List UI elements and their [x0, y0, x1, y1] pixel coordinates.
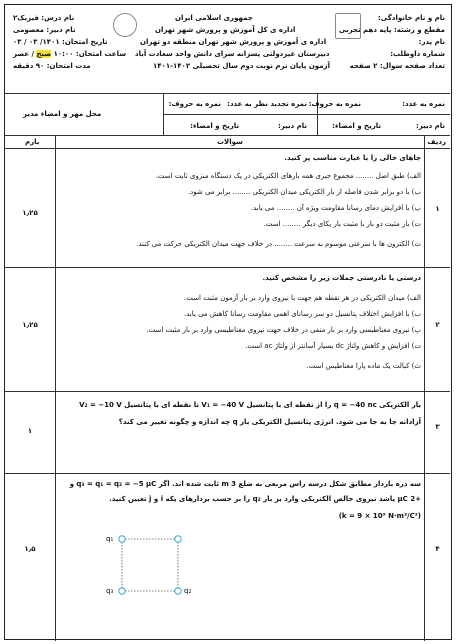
question-2-bottom — [5, 391, 450, 392]
question-1-number: ۱ — [435, 205, 440, 213]
question-3-line-1: بار الکتریکی q = −40 nc را از نقطه ای با پتانسیل V₁ = −40 V تا نقطه ای با پتانسیل V₂ = −10 V — [79, 401, 421, 409]
question-4-score: ۱٫۵ — [24, 545, 36, 553]
exam-page — [4, 4, 452, 640]
charge-q3-label: q₃ — [106, 587, 114, 595]
grade-label: مقطع و رشته: پایه دهم تجربی — [338, 26, 445, 34]
charges-square-figure — [100, 527, 200, 599]
question-2-line-3: ب) با افزایش اختلاف پتانسیل دو سر رسانای اهمی مقاومت رسانا کاهش می یابد. — [183, 310, 421, 318]
charge-q1-label: q₁ — [106, 535, 114, 543]
exam-duration-label: مدت امتحان: ۹۰ دقیقه — [13, 62, 91, 70]
question-1-bottom — [5, 267, 450, 268]
teacher-name-label-1: نام دبیر: — [415, 122, 445, 130]
question-2-number: ۲ — [435, 321, 440, 329]
score-letters-label: نمره به حروف: — [308, 100, 361, 108]
principal-seal-label: محل مهر و امضاء مدیر — [23, 110, 102, 118]
date-sign-label-2: تاریخ و امضاء: — [190, 122, 239, 130]
question-3-score: ۱ — [27, 427, 33, 435]
teacher-name-label-2: نام دبیر: — [277, 122, 307, 130]
exam-time-prefix: ساعت امتحان: ۱۰:۰۰ — [53, 50, 127, 58]
empty-corner-point — [175, 536, 181, 542]
question-4-line-3: (k = 9 × 10⁹ N·m²/C²) — [338, 512, 421, 520]
charge-q2-label: q₂ — [184, 587, 192, 595]
question-2-line-2: الف) میدان الکتریکی در هر نقطه هم جهت با نیروی وارد بر بار آزمون مثبت است. — [184, 294, 421, 302]
header-line-4: دبیرستان غیردولتی پسرانه سرای دانش واحد سعادت آباد — [135, 50, 330, 58]
exam-time-suffix: / عصر — [13, 50, 35, 58]
column-divider-left — [55, 135, 56, 641]
review-letters-label: نمره به حروف: — [168, 100, 221, 108]
question-1-line-3: ب) با دو برابر شدن فاصله از بار الکتریکی میدان الکتریکی ........ برابر می شود. — [187, 188, 421, 196]
grades-hline — [163, 114, 450, 115]
question-1-line-1: جاهای خالی را با عبارت مناسب پر کنید. — [284, 154, 421, 162]
exam-date-label: تاریخ امتحان: ۱۴۰۱/ ۰۳ / ۰۳ — [13, 38, 108, 46]
question-2-line-5: ت) افزایش و کاهش ولتاژ dc بسیار آسانتر از ولتاژ ac است. — [245, 342, 421, 350]
table-header-bottom — [5, 148, 450, 149]
question-3-bottom — [5, 473, 450, 474]
header-line-5: آزمون پایان ترم نوبت دوم سال تحصیلی ۱۴۰۲-۱۴۰۱ — [153, 62, 330, 70]
question-4-line-2: +2 μC باشد نیروی خالص الکتریکی وارد بر بار q₂ را بر حسب بردارهای یکه i و j تعیین کنید. — [109, 495, 421, 503]
exam-time-morning: صبح — [36, 50, 52, 58]
question-2-line-1: درستی یا نادرستی جملات زیر را مشخص کنید. — [262, 274, 421, 282]
question-4-line-1: سه ذره باردار مطابق شکل درسه راس مربعی به ضلع 3 m ثابت شده اند. اگر q₃ = q₁ = q₂ = −5 μC و — [69, 480, 421, 488]
question-3-number: ۳ — [435, 423, 440, 431]
header-line-3: اداره ی آموزش و پرورش شهر تهران منطقه دو تهران — [140, 38, 327, 46]
score-number-label: نمره به عدد: — [402, 100, 445, 108]
charge-q1-point — [119, 536, 125, 542]
page-count-label: تعداد صفحه سوال: ۲ صفحه — [349, 62, 445, 70]
question-4-number: ۴ — [435, 545, 440, 553]
review-number-label: نمره تجدید نظر به عدد: — [227, 100, 307, 108]
question-2-score: ۱٫۲۵ — [22, 321, 38, 329]
question-3-line-2: آزادانه جا به جا می شود. انرژی پتانسیل الکتریکی بار q چه اندازه و چگونه تغییر می کند؟ — [118, 418, 421, 426]
father-name-label: نام پدر: — [418, 38, 445, 46]
charge-q3-point — [119, 588, 125, 594]
charge-q2-point — [175, 588, 181, 594]
column-row-header: ردیف — [427, 138, 446, 146]
question-1-score: ۱٫۲۵ — [22, 209, 38, 217]
question-1-line-2: الف) طبق اصل ........ مجموع جبری همه بارهای الکتریکی در یک دستگاه منزوی ثابت است. — [155, 172, 421, 180]
table-top-line — [5, 135, 450, 136]
column-questions-header: سوالات — [217, 138, 243, 146]
question-1-line-4: پ) با افزایش دمای رسانا مقاومت ویژه آن ........ می یابد. — [250, 204, 421, 212]
exam-number-label: شماره داوطلب: — [390, 50, 445, 58]
exam-time-label — [13, 51, 126, 58]
question-1-line-5: ت) بار مثبت دو بار با مثبت بار یکای دیگر ........ است. — [263, 220, 421, 228]
emblem-logo-left — [113, 13, 137, 37]
question-2-line-4: پ) نیروی مغناطیسی وارد بر بار منفی در خلاف جهت نیروی مغناطیسی وارد بر بار مثبت است. — [146, 326, 421, 334]
student-name-label: نام و نام خانوادگی: — [377, 14, 445, 22]
header-line-1: جمهوری اسلامی ایران — [175, 14, 253, 22]
header-line-2: اداره ی کل آموزش و پرورش شهر تهران — [155, 26, 296, 34]
question-1-line-6: ث) الکترون ها با سرعتی موسوم به سرعت ........ در خلاف جهت میدان الکتریکی حرکت می کنند. — [136, 240, 421, 248]
header-divider — [5, 93, 450, 94]
teacher-label: نام دبیر: معصومی — [13, 26, 76, 34]
question-2-line-6: ث) کبالت یک ماده پارا مغناطیس است. — [306, 362, 421, 370]
date-sign-label-1: تاریخ و امضاء: — [332, 122, 381, 130]
course-label: نام درس: فیزیک۲ — [13, 14, 75, 22]
column-score-header: بارم — [25, 138, 40, 146]
